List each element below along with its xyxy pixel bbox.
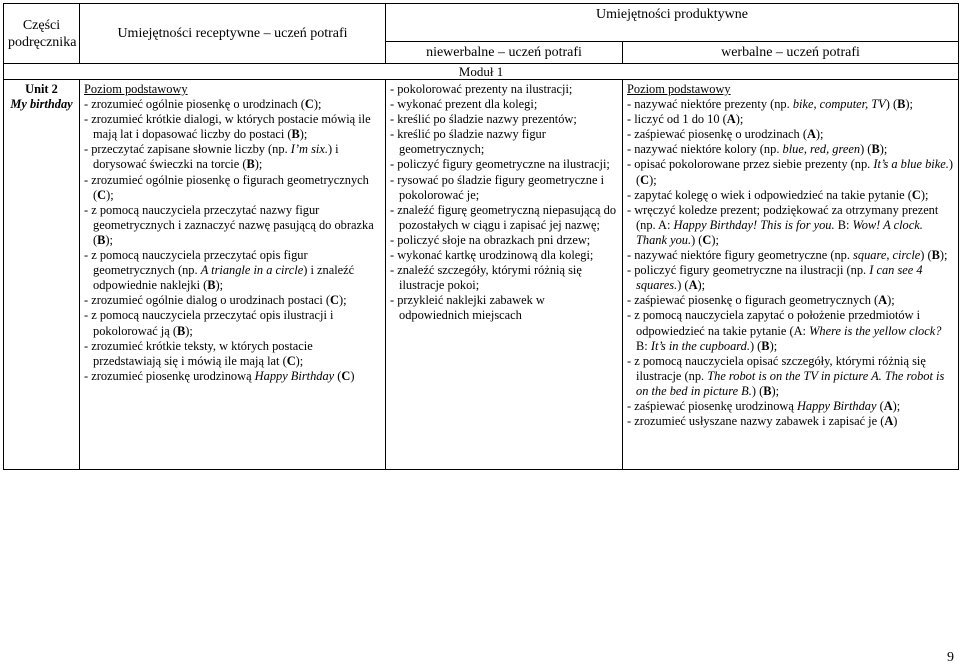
list-item: - wykonać kartkę urodzinową dla kolegi;: [390, 248, 594, 263]
list-item: - z pomocą nauczyciela zapytać o położenie przedmiotów i odpowiedzieć na takie pytanie (A: Where is the yellow clock? B: It’s in the cupboard.) (B);: [627, 308, 942, 353]
list-item: - z pomocą nauczyciela opisać szczegóły, którymi różnią się ilustracje (np. The robot is on the TV in picture A. The robot is on the bed in picture B.) (B);: [627, 353, 945, 398]
list-item: - wykonać prezent dla kolegi;: [390, 97, 538, 112]
list-item: - pokolorować prezenty na ilustracji;: [390, 82, 573, 96]
list-item: - zrozumieć ogólnie dialog o urodzinach postaci (C);: [84, 293, 347, 308]
list-item: - policzyć figury geometryczne na ilustracji (np. I can see 4 squares.) (A);: [627, 263, 923, 293]
list-item: - zrozumieć ogólnie piosenkę o urodzinach (C);: [84, 97, 322, 112]
list-item: - opisać pokolorowane przez siebie prezenty (np. It’s a blue bike.) (C);: [627, 157, 953, 187]
list-item: - zaśpiewać piosenkę o urodzinach (A);: [627, 127, 824, 142]
list-item: - z pomocą nauczyciela przeczytać nazwy figur geometrycznych i zaznaczyć nazwę pasującą do obrazka (B);: [84, 202, 374, 247]
list-item: - zrozumieć krótkie dialogi, w których postacie mówią ile mają lat i dopasować liczby do postaci (B);: [84, 112, 371, 142]
list-item: - zrozumieć ogólnie piosenkę o figurach geometrycznych (C);: [84, 172, 369, 202]
list-item: - rysować po śladzie figury geometryczne i pokolorować je;: [390, 172, 605, 202]
header-nonverbal: niewerbalne – uczeń potrafi: [386, 42, 623, 64]
list-item: - kreślić po śladzie nazwy prezentów;: [390, 112, 577, 127]
nonverbal-list: [390, 82, 618, 324]
verbal-cell: [623, 80, 959, 470]
list-item: - kreślić po śladzie nazwy figur geometrycznych;: [390, 127, 546, 157]
header-parts: Części podręcznika: [4, 4, 80, 64]
list-item: - zaśpiewać piosenkę o figurach geometrycznych (A);: [627, 293, 895, 308]
receptive-level: Poziom podstawowy: [84, 82, 188, 96]
list-item: - wręczyć koledze prezent; podziękować za otrzymany prezent (np. A: Happy Birthday! This is for you. B: Wow! A clock. Thank you.) (C);: [627, 202, 939, 247]
list-item: - przykleić naklejki zabawek w odpowiednich miejscach: [390, 293, 545, 323]
page-number: 9: [947, 650, 954, 665]
list-item: - znaleźć figurę geometryczną niepasującą do pozostałych w ciągu i zapisać jej nazwę;: [390, 202, 617, 232]
list-item: - nazywać niektóre figury geometryczne (np. square, circle) (B);: [627, 248, 948, 263]
list-item: - zapytać kolegę o wiek i odpowiedzieć na takie pytanie (C);: [627, 187, 929, 202]
list-item: - policzyć słoje na obrazkach pni drzew;: [390, 232, 591, 247]
unit-cell: [4, 80, 80, 470]
list-item: - zaśpiewać piosenkę urodzinową Happy Birthday (A);: [627, 398, 901, 413]
list-item: - liczyć od 1 do 10 (A);: [627, 112, 744, 127]
receptive-list: [84, 97, 381, 384]
receptive-cell: [80, 80, 386, 470]
list-item: - z pomocą nauczyciela przeczytać opis ilustracji i pokolorować ją (B);: [84, 308, 334, 338]
header-receptive: Umiejętności receptywne – uczeń potrafi: [80, 4, 386, 64]
unit-title: My birthday: [10, 97, 73, 112]
nonverbal-cell: [386, 80, 623, 470]
list-item: - nazywać niektóre prezenty (np. bike, computer, TV) (B);: [627, 97, 913, 112]
curriculum-table: [3, 3, 959, 470]
list-item: - z pomocą nauczyciela przeczytać opis figur geometrycznych (np. A triangle in a circle) i znaleźć odpowiednie naklejki (B);: [84, 248, 355, 293]
verbal-level: Poziom podstawowy: [627, 82, 731, 96]
verbal-list: [627, 97, 954, 429]
list-item: - przeczytać zapisane słownie liczby (np. I’m six.) i dorysować świeczki na torcie (B);: [84, 142, 339, 172]
list-item: - zrozumieć krótkie teksty, w których postacie przedstawiają się i mówią ile mają lat (C);: [84, 338, 313, 368]
list-item: - znaleźć szczegóły, którymi różnią się ilustracje pokoi;: [390, 263, 582, 293]
unit-number: Unit 2: [25, 82, 58, 96]
header-productive: Umiejętności produktywne: [386, 4, 959, 42]
list-item: - zrozumieć usłyszane nazwy zabawek i zapisać je (A): [627, 414, 898, 429]
header-verbal: werbalne – uczeń potrafi: [623, 42, 959, 64]
list-item: - zrozumieć piosenkę urodzinową Happy Birthday (C): [84, 368, 355, 383]
module-label: Moduł 1: [4, 64, 959, 80]
list-item: - nazywać niektóre kolory (np. blue, red, green) (B);: [627, 142, 888, 157]
list-item: - policzyć figury geometryczne na ilustracji;: [390, 157, 610, 172]
